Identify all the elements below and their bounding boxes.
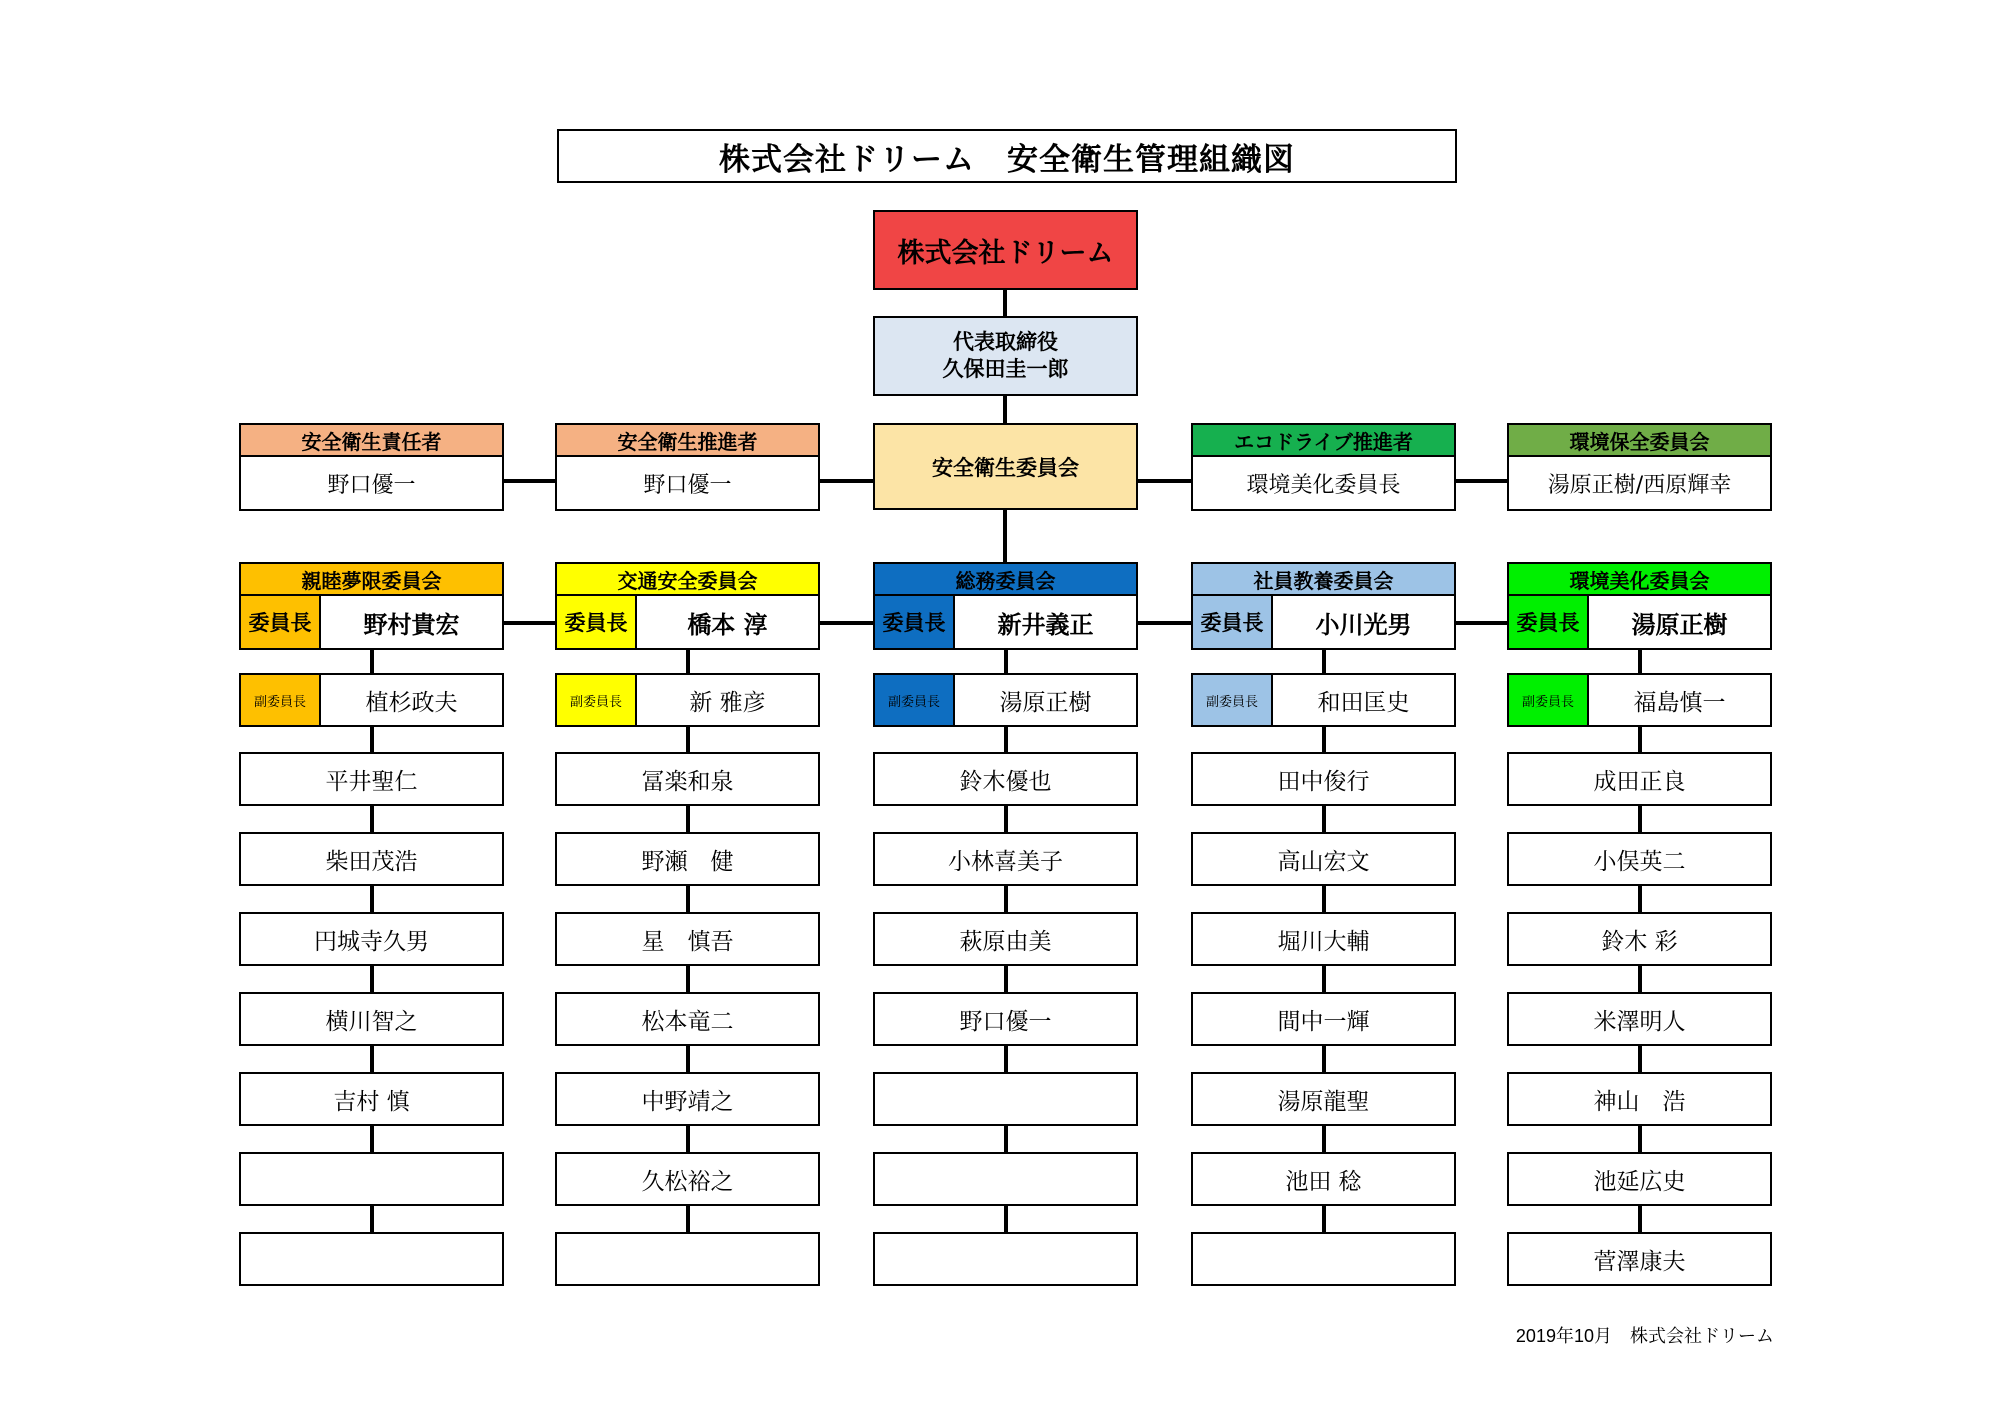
- committee-vice-row: [1191, 673, 1456, 727]
- role-value: 環境美化委員長: [1191, 457, 1456, 511]
- vice-label: 副委員長: [875, 675, 955, 725]
- committee-member: 小俣英二: [1507, 832, 1772, 886]
- representative-role: 代表取締役: [953, 330, 1058, 354]
- chief-label: 委員長: [241, 596, 321, 648]
- company-box: 株式会社ドリーム: [873, 210, 1138, 290]
- committee-member: [873, 1232, 1138, 1286]
- committee-member: 松本竜二: [555, 992, 820, 1046]
- committee-member: [239, 1152, 504, 1206]
- committee-header: 環境美化委員会: [1507, 562, 1772, 596]
- committee-chief-row: [1507, 596, 1772, 650]
- role-value: 野口優一: [555, 457, 820, 511]
- chief-label: 委員長: [875, 596, 955, 648]
- committee-member: 平井聖仁: [239, 752, 504, 806]
- committee-row-connector: [1138, 621, 1191, 625]
- committee-header: 交通安全委員会: [555, 562, 820, 596]
- role-title: 環境保全委員会: [1507, 423, 1772, 457]
- connector-role-3-4: [1454, 479, 1507, 483]
- committee-member: 冨楽和泉: [555, 752, 820, 806]
- committee-member: 池延広史: [1507, 1152, 1772, 1206]
- committee-chief-row: [239, 596, 504, 650]
- vice-name: 湯原正樹: [999, 689, 1092, 716]
- committee-member: 小林喜美子: [873, 832, 1138, 886]
- committee-member: 鈴木 彩: [1507, 912, 1772, 966]
- vice-label: 副委員長: [557, 675, 637, 725]
- connector-role-1-2: [504, 479, 557, 483]
- vice-label: 副委員長: [241, 675, 321, 725]
- page-title: 株式会社ドリーム 安全衛生管理組織図: [557, 129, 1457, 183]
- committee-member: 菅澤康夫: [1507, 1232, 1772, 1286]
- committee-row-connector: [504, 621, 555, 625]
- committee-member: 堀川大輔: [1191, 912, 1456, 966]
- connector-role-2-committee: [820, 479, 873, 483]
- committee-vice-row: [873, 673, 1138, 727]
- role-value: 湯原正樹/西原輝幸: [1507, 457, 1772, 511]
- committee-member: 柴田茂浩: [239, 832, 504, 886]
- vice-name: 植杉政夫: [365, 689, 458, 716]
- committee-header: 総務委員会: [873, 562, 1138, 596]
- chief-name: 橋本 淳: [687, 610, 768, 639]
- committee-member: 池田 稔: [1191, 1152, 1456, 1206]
- safety-committee-box: 安全衛生委員会: [873, 423, 1138, 510]
- role-title: 安全衛生責任者: [239, 423, 504, 457]
- committee-member: [1191, 1232, 1456, 1286]
- connector-committee-role-3: [1138, 479, 1191, 483]
- committee-header: 親睦夢限委員会: [239, 562, 504, 596]
- committee-member: [555, 1232, 820, 1286]
- committee-chief-row: [1191, 596, 1456, 650]
- connector-company-rep: [1003, 290, 1007, 316]
- footer-note: 2019年10月 株式会社ドリーム: [1515, 1326, 1774, 1346]
- committee-member: [873, 1152, 1138, 1206]
- vice-name: 和田匡史: [1317, 689, 1410, 716]
- committee-chief-row: [873, 596, 1138, 650]
- committee-member: 野口優一: [873, 992, 1138, 1046]
- committee-vice-row: [239, 673, 504, 727]
- committee-member: [239, 1232, 504, 1286]
- committee-member: [873, 1072, 1138, 1126]
- vice-label: 副委員長: [1193, 675, 1273, 725]
- connector-rep-committee: [1003, 396, 1007, 423]
- committee-member: 田中俊行: [1191, 752, 1456, 806]
- committee-member: 野瀬 健: [555, 832, 820, 886]
- connector-committee-subcommittees: [1003, 510, 1007, 562]
- committee-chief-row: [555, 596, 820, 650]
- committee-member: 湯原龍聖: [1191, 1072, 1456, 1126]
- committee-vice-row: [1507, 673, 1772, 727]
- committee-member: 鈴木優也: [873, 752, 1138, 806]
- committee-member: 米澤明人: [1507, 992, 1772, 1046]
- chief-label: 委員長: [1509, 596, 1589, 648]
- vice-name: 福島慎一: [1633, 689, 1726, 716]
- chief-name: 湯原正樹: [1631, 610, 1728, 639]
- committee-vice-row: [555, 673, 820, 727]
- chief-label: 委員長: [557, 596, 637, 648]
- committee-member: 萩原由美: [873, 912, 1138, 966]
- committee-header: 社員教養委員会: [1191, 562, 1456, 596]
- committee-member: 神山 浩: [1507, 1072, 1772, 1126]
- committee-member: 久松裕之: [555, 1152, 820, 1206]
- committee-member: 中野靖之: [555, 1072, 820, 1126]
- committee-member: 横川智之: [239, 992, 504, 1046]
- committee-row-connector: [820, 621, 873, 625]
- committee-member: 星 慎吾: [555, 912, 820, 966]
- vice-label: 副委員長: [1509, 675, 1589, 725]
- representative-name: 久保田圭一郎: [942, 357, 1069, 381]
- chief-label: 委員長: [1193, 596, 1273, 648]
- committee-row-connector: [1456, 621, 1507, 625]
- committee-member: 高山宏文: [1191, 832, 1456, 886]
- vice-name: 新 雅彦: [689, 689, 766, 716]
- chief-name: 小川光男: [1315, 610, 1412, 639]
- committee-member: 円城寺久男: [239, 912, 504, 966]
- committee-member: 成田正良: [1507, 752, 1772, 806]
- role-title: エコドライブ推進者: [1191, 423, 1456, 457]
- chief-name: 新井義正: [997, 610, 1094, 639]
- committee-member: 吉村 慎: [239, 1072, 504, 1126]
- chief-name: 野村貴宏: [363, 610, 460, 639]
- representative-box: [873, 316, 1138, 396]
- committee-member: 間中一輝: [1191, 992, 1456, 1046]
- role-value: 野口優一: [239, 457, 504, 511]
- role-title: 安全衛生推進者: [555, 423, 820, 457]
